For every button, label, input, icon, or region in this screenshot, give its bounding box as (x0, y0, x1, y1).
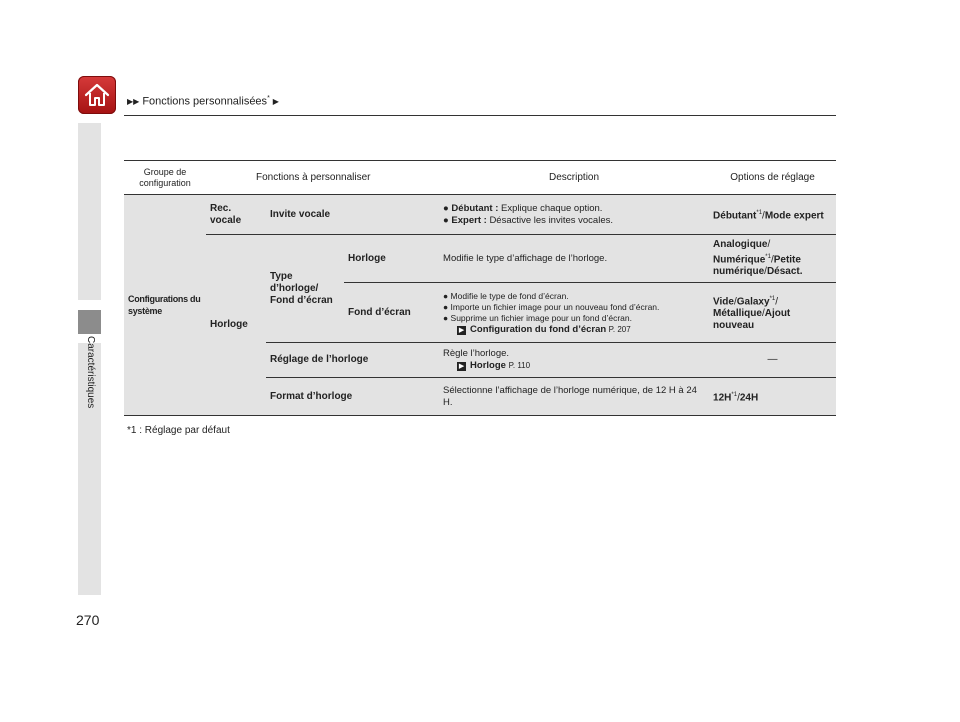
feature-cell: Réglage de l’horloge (266, 343, 439, 378)
reference-arrow-icon: ▶ (458, 363, 465, 370)
description-cell (439, 283, 709, 343)
table-header-row (124, 161, 836, 195)
subcategory-cell: Type d’horloge/ Fond d’écran (266, 235, 344, 343)
page-reference-link[interactable]: ▶ Horloge P. 110 (458, 360, 531, 371)
feature-cell: Horloge (344, 235, 439, 283)
settings-table (124, 160, 836, 416)
options-cell: $12H^{*1}/24H$ (709, 378, 836, 416)
description-cell: Modifie le type d’affichage de l’horloge. (439, 235, 709, 283)
description-cell: Sélectionne l’affichage de l’horloge numérique, de 12 H à 24 H. (439, 378, 709, 416)
header-description: Description (439, 161, 709, 195)
list-item: ● Supprime un fichier image pour un fond d’écran. (443, 312, 632, 323)
description-text: Règle l’horloge. (443, 348, 510, 359)
options-cell: Analogique/ Numérique$^{*1}$/Petite numérique/Désact. (709, 235, 836, 283)
side-tab-bar (78, 123, 101, 300)
options-cell: Vide/Galaxy$^{*1}$/ Métallique/Ajout nouveau (709, 283, 836, 343)
page-reference-link[interactable]: ▶ Configuration du fond d’écran P. 207 (458, 323, 631, 335)
page-number: 270 (76, 612, 100, 628)
table-row (124, 195, 836, 235)
description-cell (439, 195, 709, 235)
header-divider (124, 115, 836, 116)
list-item: ● Expert : Désactive les invites vocales. (443, 214, 613, 226)
table-row (124, 235, 836, 283)
feature-cell: Invite vocale (266, 195, 439, 235)
header-options: Options de réglage (709, 161, 836, 195)
chevron-right-icon: ▶ (272, 96, 279, 106)
category-cell: Rec. vocale (206, 195, 266, 235)
options-cell: Débutant$^{*1}$/Mode expert (709, 195, 836, 235)
category-cell: Horloge (206, 235, 266, 416)
list-item: ● Importe un fichier image pour un nouveau fond d’écran. (443, 301, 660, 312)
home-icon[interactable] (78, 76, 116, 114)
description-cell (439, 343, 709, 378)
breadcrumb[interactable] (127, 95, 279, 108)
reference-arrow-icon: ▶ (458, 326, 465, 334)
section-side-label: Caractéristiques (85, 336, 96, 409)
chevron-right-icon: ▶▶ (127, 96, 140, 106)
header-functions: Fonctions à personnaliser (206, 161, 439, 195)
list-item: ● Modifie le type de fond d’écran. (443, 290, 569, 301)
feature-cell: Fond d’écran (344, 283, 439, 343)
header-group: Groupe de configuration (124, 161, 206, 195)
list-item: ● Débutant : Explique chaque option. (443, 202, 603, 214)
feature-cell: Format d’horloge (266, 378, 439, 416)
side-tab-active[interactable] (78, 310, 101, 334)
group-cell: Configurations du système (124, 195, 206, 416)
options-cell: — (709, 343, 836, 378)
breadcrumb-label: Fonctions personnalisées* (142, 95, 270, 108)
footnote: *1 : Réglage par défaut (127, 425, 230, 436)
